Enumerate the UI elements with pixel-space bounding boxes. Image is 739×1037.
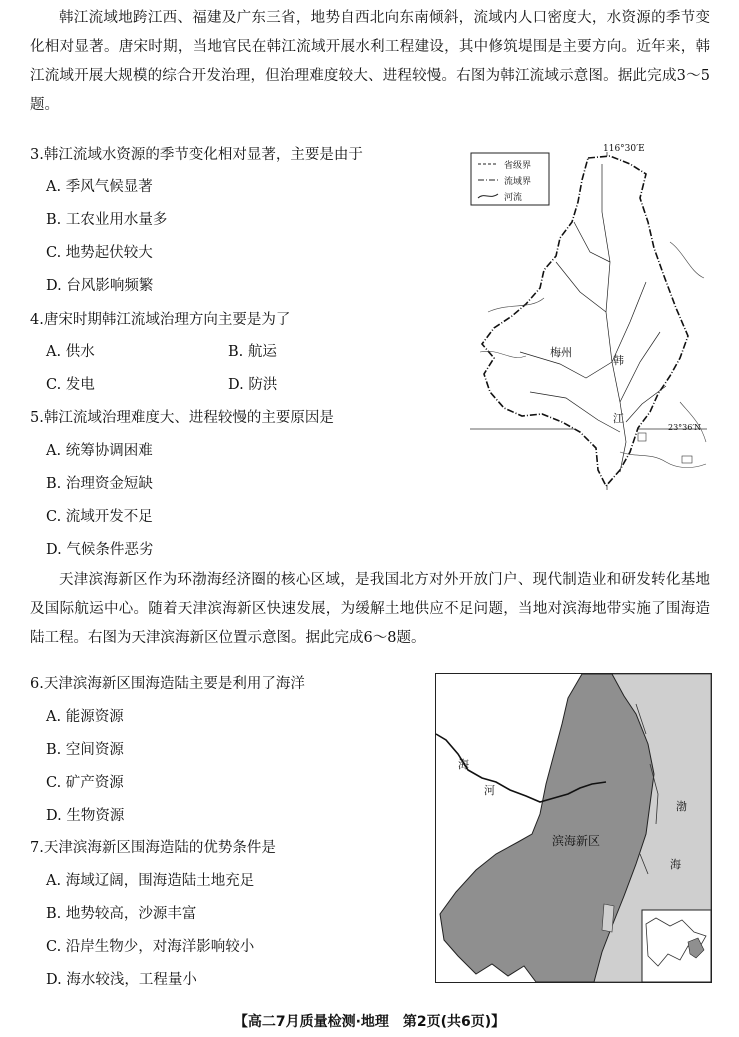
q7-option-a: A. 海域辽阔，围海造陆土地充足	[46, 873, 255, 889]
tianjin-binhai-map	[435, 673, 712, 983]
bohai-sea-label-2: 海	[670, 858, 681, 871]
q5-option-a: A. 统筹协调困难	[46, 443, 153, 459]
passage-hanjiang: 韩江流域地跨江西、福建及广东三省，地势自西北向东南倾斜，流域内人口密度大，水资源的季节变化相对显著。唐宋时期，当地官民在韩江流域开展水利工程建设，其中修筑堤围是主要方向。近年来，韩江流域开展大规模的综合开发治理，但治理难度较大、进程较慢。右图为韩江流域示意图。据此完成3～5题。	[30, 10, 710, 113]
q7-option-b: B. 地势较高，沙源丰富	[46, 906, 197, 922]
tianjin-binhai-map-drawing	[436, 674, 711, 982]
q6-option-d: D. 生物资源	[46, 808, 125, 824]
q4-option-b: B. 航运	[228, 344, 277, 360]
q3-option-b: B. 工农业用水量多	[46, 212, 168, 228]
q4-option-d: D. 防洪	[228, 377, 278, 393]
q3-option-a: A. 季风气候显著	[46, 179, 153, 195]
binhai-new-area-label: 滨海新区	[552, 834, 601, 848]
q5-option-b: B. 治理资金短缺	[46, 476, 153, 492]
q6-option-b: B. 空间资源	[46, 742, 124, 758]
q4-option-c: C. 发电	[46, 377, 95, 393]
han-river-label-2: 江	[613, 412, 624, 425]
question-3: 3.韩江流域水资源的季节变化相对显著，主要是由于	[30, 147, 363, 163]
q5-option-d: D. 气候条件恶劣	[46, 542, 154, 558]
q6-option-a: A. 能源资源	[46, 709, 124, 725]
bohai-sea-label-1: 渤	[676, 800, 687, 813]
q5-option-c: C. 流域开发不足	[46, 509, 153, 525]
q7-option-d: D. 海水较浅，工程量小	[46, 972, 197, 988]
haihe-river-label-1: 海	[458, 758, 469, 771]
question-6: 6.天津滨海新区围海造陆主要是利用了海洋	[30, 676, 305, 692]
question-4: 4.唐宋时期韩江流域治理方向主要是为了	[30, 312, 291, 328]
legend-river: 河流	[504, 193, 523, 203]
han-river-label-1: 韩	[613, 354, 624, 367]
q3-option-d: D. 台风影响频繁	[46, 278, 154, 294]
hanjiang-basin-map	[470, 144, 707, 490]
q4-option-a: A. 供水	[46, 344, 95, 360]
haihe-river-label-2: 河	[484, 784, 495, 797]
question-5: 5.韩江流域治理难度大、进程较慢的主要原因是	[30, 410, 334, 426]
q7-option-c: C. 沿岸生物少，对海洋影响较小	[46, 939, 255, 955]
page-footer: 【高二7月质量检测·地理 第2页(共6页)】	[233, 1014, 506, 1030]
q3-option-c: C. 地势起伏较大	[46, 245, 153, 261]
q6-option-c: C. 矿产资源	[46, 775, 124, 791]
question-7: 7.天津滨海新区围海造陆的优势条件是	[30, 840, 276, 856]
passage-tianjin: 天津滨海新区作为环渤海经济圈的核心区域，是我国北方对外开放门户、现代制造业和研发转化基地及国际航运中心。随着天津滨海新区快速发展，为缓解土地供应不足问题，当地对滨海地带实施了围海造陆工程。右图为天津滨海新区位置示意图。据此完成6～8题。	[30, 572, 710, 646]
legend-basin-boundary: 流域界	[504, 177, 532, 187]
city-meizhou-label: 梅州	[550, 346, 572, 359]
latitude-label: 23°36′N	[668, 423, 702, 432]
legend-provincial-boundary: 省级界	[504, 161, 532, 171]
longitude-label: 116°30′E	[603, 144, 645, 154]
